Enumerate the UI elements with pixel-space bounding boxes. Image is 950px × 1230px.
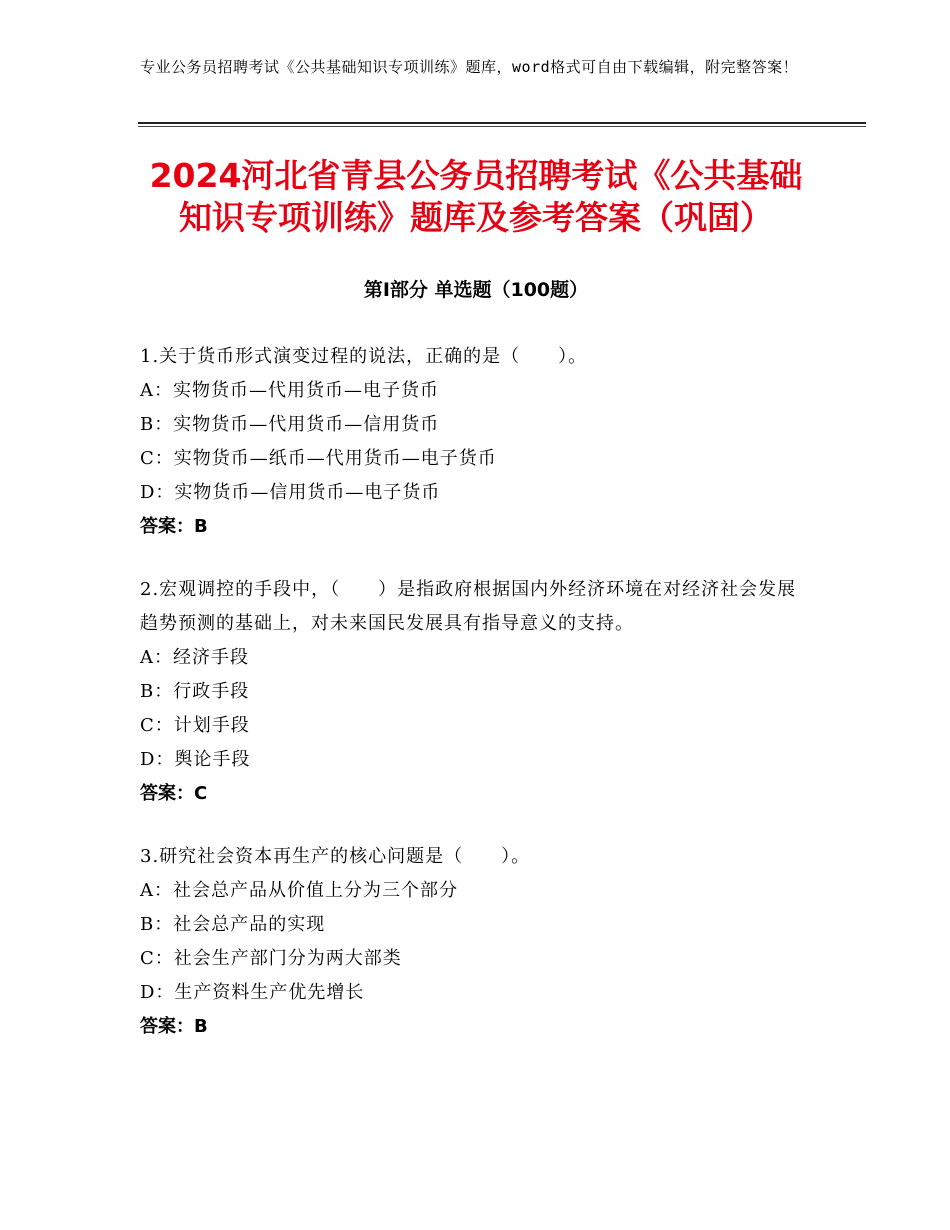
option-a: A：实物货币—代用货币—电子货币 bbox=[140, 380, 439, 401]
question-item bbox=[140, 840, 800, 1044]
header-divider-thin bbox=[138, 126, 866, 127]
option-a: A：社会总产品从价值上分为三个部分 bbox=[140, 880, 458, 901]
header-divider-thick bbox=[138, 122, 866, 124]
option-c: C：社会生产部门分为两大部类 bbox=[140, 948, 402, 969]
answer-text: 答案：B bbox=[140, 516, 208, 537]
option-c: C：计划手段 bbox=[140, 715, 250, 736]
section-title: 第I部分 单选题（100题） bbox=[363, 279, 589, 301]
option-d: D：生产资料生产优先增长 bbox=[140, 982, 365, 1003]
document-title: 2024河北省青县公务员招聘考试《公共基础知识专项训练》题库及参考答案（巩固） bbox=[149, 156, 803, 237]
header-note: 专业公务员招聘考试《公共基础知识专项训练》题库，word格式可自由下载编辑，附完整答案！ bbox=[140, 58, 799, 76]
option-d: D：舆论手段 bbox=[140, 749, 251, 770]
question-stem: 3.研究社会资本再生产的核心问题是（ ）。 bbox=[140, 846, 531, 867]
question-item bbox=[140, 573, 800, 811]
option-d: D：实物货币—信用货币—电子货币 bbox=[140, 482, 441, 503]
option-b: B：社会总产品的实现 bbox=[140, 914, 326, 935]
question-stem: 2.宏观调控的手段中，（ ）是指政府根据国内外经济环境在对经济社会发展趋势预测的基础上，对未来国民发展具有指导意义的支持。 bbox=[140, 579, 797, 634]
option-c: C：实物货币—纸币—代用货币—电子货币 bbox=[140, 448, 497, 469]
question-stem: 1.关于货币形式演变过程的说法，正确的是（ ）。 bbox=[140, 346, 588, 367]
answer-text: 答案：C bbox=[140, 783, 208, 804]
option-b: B：行政手段 bbox=[140, 681, 250, 702]
question-item bbox=[140, 340, 800, 544]
question-list bbox=[140, 340, 800, 1073]
option-a: A：经济手段 bbox=[140, 647, 249, 668]
answer-text: 答案：B bbox=[140, 1016, 208, 1037]
option-b: B：实物货币—代用货币—信用货币 bbox=[140, 414, 440, 435]
